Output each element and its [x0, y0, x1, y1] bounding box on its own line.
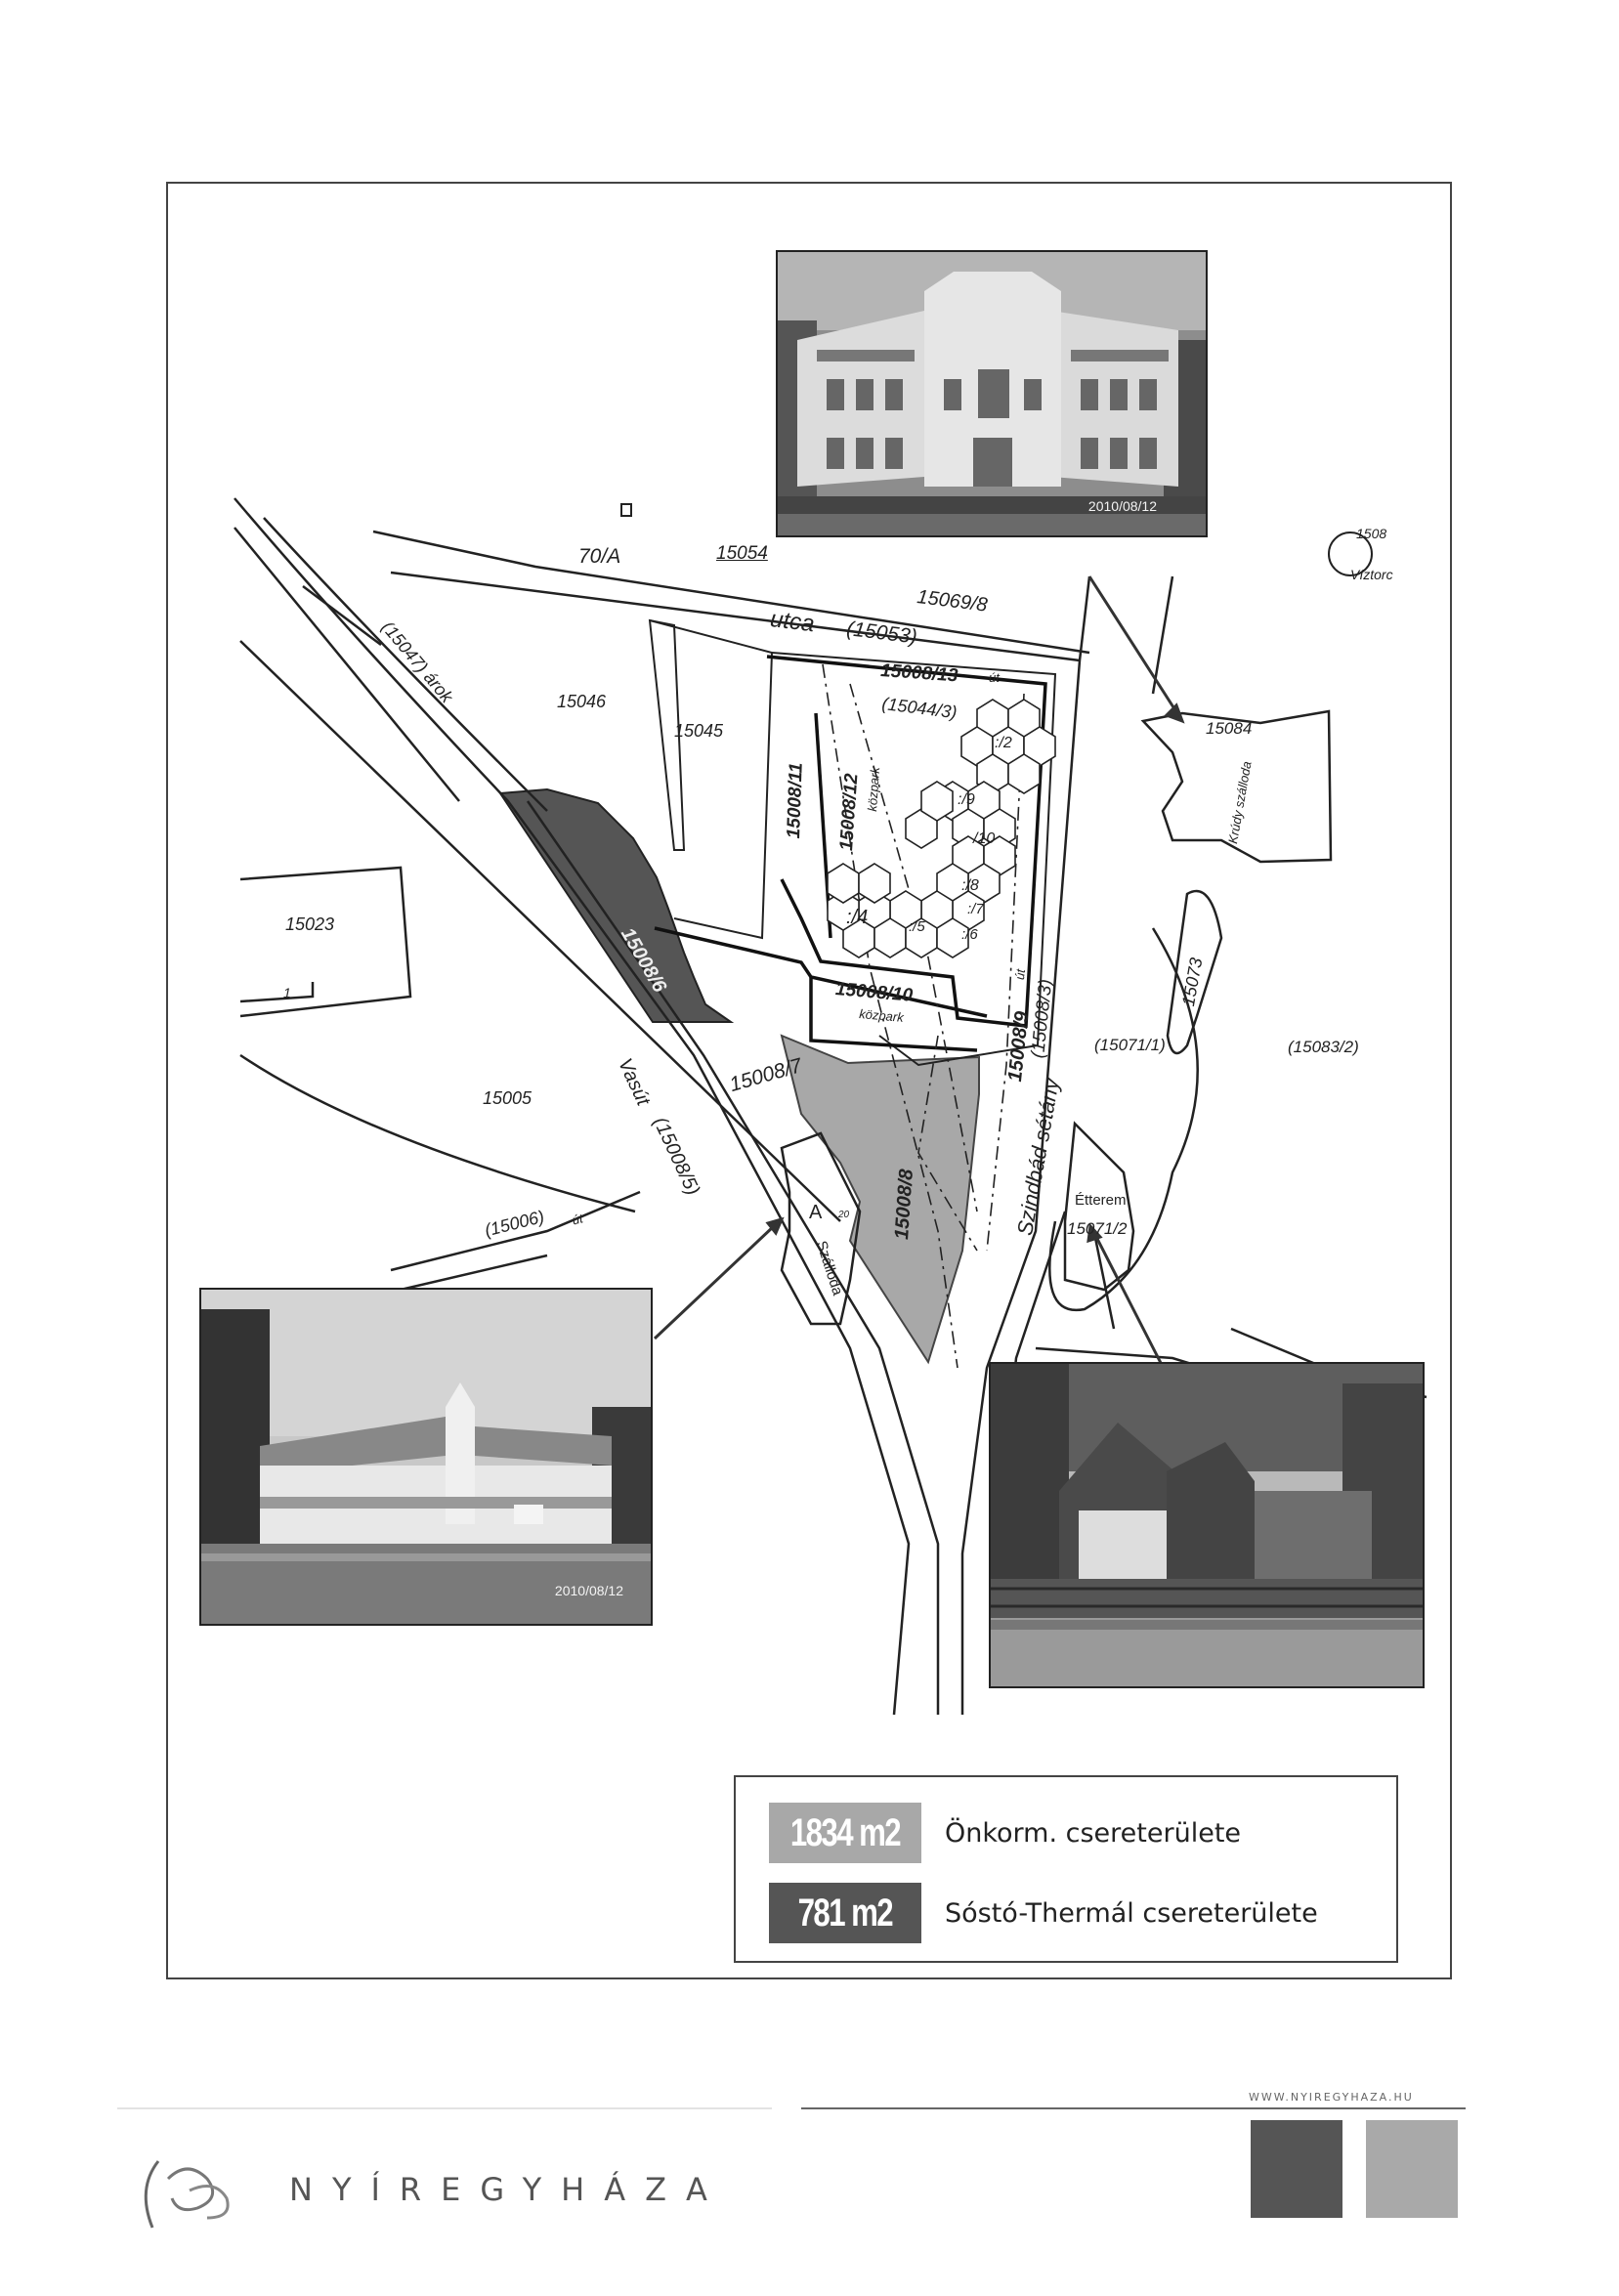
photo-restaurant [989, 1362, 1425, 1688]
label-15005: 15005 [483, 1088, 533, 1108]
label-15047-arok: (15047) árok [377, 617, 457, 707]
label-15054: 15054 [716, 543, 768, 564]
label-15023: 15023 [285, 914, 335, 934]
legend-label-sosto: Sóstó-Thermál csereterülete [945, 1898, 1318, 1929]
label-70a: 70/A [578, 545, 621, 568]
legend-value-onkorm: 1834 m2 [789, 1810, 901, 1854]
photo-hotel-date: 2010/08/12 [554, 1583, 623, 1598]
label-15006: (15006) [483, 1206, 547, 1241]
label-hotel-a: A [809, 1202, 823, 1223]
label-15008-13: 15008/13 [879, 660, 959, 687]
label-15044-3: (15044/3) [880, 694, 959, 723]
legend-box [734, 1775, 1398, 1963]
legend-label-onkorm: Önkorm. csereterülete [945, 1818, 1242, 1849]
label-9: :/9 [958, 791, 975, 808]
label-kozpark-2: közpark [858, 1006, 905, 1025]
label-utca: utca [768, 606, 817, 638]
legend-swatch-sosto [769, 1883, 921, 1943]
photo-restaurant-image [991, 1364, 1425, 1688]
label-15069-8: 15069/8 [916, 586, 989, 617]
label-15008-6: 15008/6 [616, 924, 671, 997]
label-viztorony: Víztorc [1350, 567, 1393, 582]
label-hotel-number: 20 [838, 1210, 850, 1220]
label-4: :/4 [846, 907, 869, 928]
label-15008-3: (15008/3) [1028, 978, 1057, 1060]
footer-city-name: NYÍREGYHÁZA [289, 2171, 727, 2208]
label-10: /10 [973, 830, 996, 847]
label-2: :/2 [995, 735, 1012, 751]
label-15008-9: 15008/9 [1004, 1010, 1034, 1084]
label-ut-1: út [989, 670, 1000, 685]
label-15045: 15045 [674, 721, 724, 741]
legend-swatch-onkorm [769, 1803, 921, 1863]
label-15008-8: 15008/8 [891, 1168, 917, 1241]
label-15008-7: 15008/7 [727, 1054, 805, 1097]
photo-hotel [199, 1288, 653, 1626]
photo-hotel-image [201, 1290, 653, 1626]
label-15046: 15046 [557, 692, 607, 711]
label-ut-2: út [1012, 968, 1029, 981]
label-15008-12: 15008/12 [836, 772, 863, 852]
label-15008-5: (15008/5) [649, 1114, 704, 1199]
label-15008-11: 15008/11 [784, 762, 807, 839]
label-1508: 1508 [1356, 526, 1387, 541]
photo-villa-date: 2010/08/12 [1087, 498, 1157, 514]
label-15008-10: 15008/10 [834, 979, 914, 1006]
label-szindbad-setany: Szindbád sétány [1012, 1076, 1064, 1238]
label-5: :/5 [909, 918, 925, 935]
label-15083-2: (15083/2) [1288, 1038, 1359, 1056]
label-15084: 15084 [1206, 719, 1253, 738]
label-kozpark-1: közpark [865, 766, 883, 813]
label-ut-3: út [571, 1211, 585, 1228]
sosto-thermal-area [500, 789, 731, 1022]
label-15053: (15053) [845, 617, 918, 649]
label-15073: 15073 [1178, 956, 1207, 1008]
legend-value-sosto: 781 m2 [797, 1891, 893, 1935]
city-logo-icon [129, 2149, 256, 2237]
photo-villa [776, 250, 1208, 537]
photo-villa-image [778, 252, 1208, 537]
label-15071-1: (15071/1) [1094, 1036, 1166, 1054]
label-1: 1 [283, 985, 291, 1000]
label-vasut: Vasút [614, 1055, 655, 1109]
label-15071-2: 15071/2 [1067, 1219, 1128, 1238]
label-etterem: Étterem [1075, 1192, 1127, 1209]
label-7: :/7 [967, 901, 984, 917]
label-krudy-szalloda: Krúdy szálloda [1225, 760, 1255, 845]
label-szalloda: Szálloda [812, 1239, 846, 1297]
label-8: :/8 [961, 877, 979, 894]
label-6: :/6 [961, 926, 978, 943]
footer-url: WWW.NYIREGYHAZA.HU [1249, 2091, 1414, 2104]
